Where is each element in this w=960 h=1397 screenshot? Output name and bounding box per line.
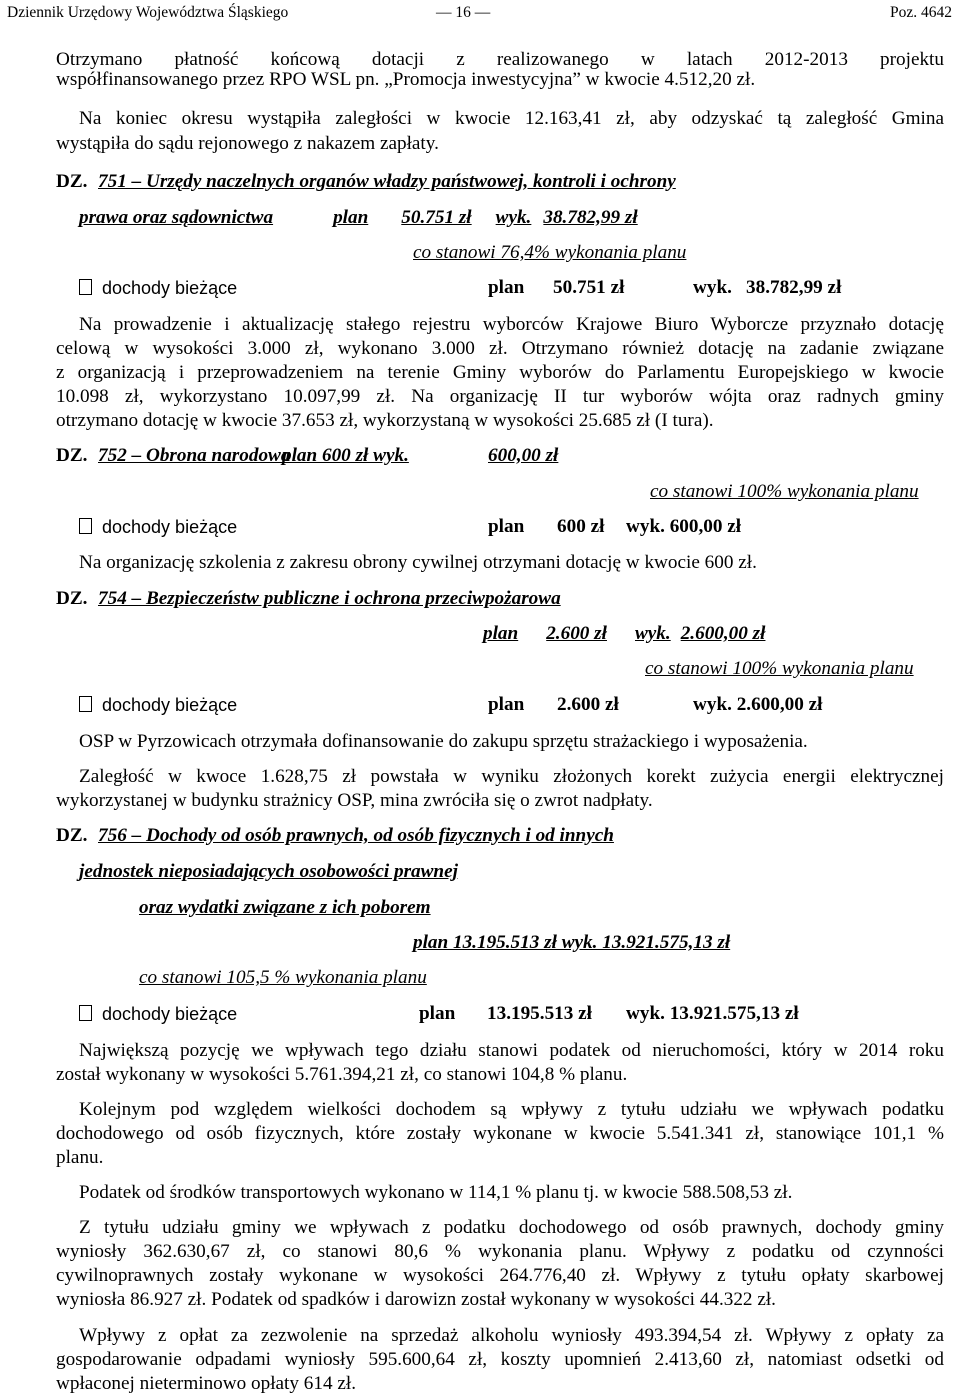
income-label: dochody bieżące [102, 1004, 238, 1024]
section-754-income-wyk: wyk. 2.600,00 zł [693, 694, 823, 715]
income-label: dochody bieżące [102, 517, 238, 537]
section-756-p2-line-1: Kolejnym pod względem wielkości dochodem są wpływy z tytułu udziału we wpływach podatku [79, 1099, 944, 1120]
section-754-wyk-label: wyk. [634, 623, 671, 644]
section-751-income-row [79, 276, 237, 300]
section-751-title-cont [79, 206, 638, 231]
section-756-prefix: DZ. [56, 825, 88, 846]
section-756-p5-line-2: gospodarowanie odpadami wyniosły 595.600,64 zł, koszty upomnień 2.413,60 zł, natomiast odsetki od [56, 1349, 944, 1370]
section-751-desc-line-1: Na prowadzenie i aktualizację stałego rejestru wyborców Krajowe Biuro Wyborcze przyznało dotację [79, 314, 944, 335]
section-751-desc-line-3: z organizacją i przeprowadzeniem na terenie Gminy wyborów do Parlamentu Europejskiego w kwocie [56, 362, 944, 383]
section-756-income-plan-label: plan [419, 1003, 456, 1024]
section-756-p1-line-1: Największą pozycję we wpływach tego działu stanowi podatek od nieruchomości, który w 2014 roku [79, 1040, 944, 1061]
checkbox-icon [79, 518, 92, 534]
section-751-desc-line-5: otrzymano dotację w kwocie 37.653 zł, wykorzystaną w wysokości 25.685 zł (I tura). [56, 410, 714, 431]
section-756-title-line-2: jednostek nieposiadających osobowości prawnej [79, 861, 458, 882]
section-751-plan-value: 50.751 zł [401, 207, 472, 228]
section-752-plan: plan 600 zł wyk. [282, 445, 409, 466]
section-751-income-plan: 50.751 zł [553, 277, 625, 298]
section-754-plan-row [483, 622, 765, 647]
section-754-percent: co stanowi 100% wykonania planu [645, 658, 914, 679]
income-label: dochody bieżące [102, 695, 238, 715]
section-756-percent: co stanowi 105,5 % wykonania planu [139, 967, 427, 988]
section-754-title: 754 – Bezpieczeństw publiczne i ochrona przeciwpożarowa [98, 588, 561, 609]
section-756-p4-line-2: wyniosły 362.630,67 zł, co stanowi 80,6 % wykonania planu. Wpływy z podatku od czynności [56, 1241, 944, 1262]
section-752-income-plan-label: plan [488, 516, 525, 537]
section-756-title-line-3: oraz wydatki związane z ich poborem [139, 897, 431, 918]
section-756-p5-line-3: wpłaconej nieterminowo opłaty 614 zł. [56, 1373, 356, 1394]
section-756-p1-line-2: został wykonany w wysokości 5.761.394,21 zł, co stanowi 104,8 % planu. [56, 1064, 628, 1085]
section-751-wyk-value: 38.782,99 zł [543, 207, 638, 228]
section-756-income-plan: 13.195.513 zł [487, 1003, 592, 1024]
section-754-income-plan: 2.600 zł [557, 694, 619, 715]
section-752-income-plan: 600 zł [557, 516, 605, 537]
section-756-income-row [79, 1002, 237, 1026]
income-label: dochody bieżące [102, 278, 238, 298]
section-751-wyk-label: wyk. [495, 207, 532, 228]
section-751-plan-label: plan [333, 207, 369, 228]
section-751-income-plan-label: plan [488, 277, 525, 298]
section-752-income-row [79, 515, 237, 539]
section-751-prefix: DZ. [56, 171, 88, 192]
section-752-income-wyk: wyk. 600,00 zł [626, 516, 742, 537]
section-756-p4-line-3: cywilnoprawnych zostały wykonane w wysokości 264.776,40 zł. Wpływy z tytułu opłaty skarbowej [56, 1265, 944, 1286]
intro-paragraph-1-line-1: Otrzymano płatność końcową dotacji z realizowanego w latach 2012-2013 projektu [56, 49, 944, 70]
section-751-title-line-2: prawa oraz sądownictwa [79, 207, 274, 228]
checkbox-icon [79, 1005, 92, 1021]
section-756-p4-line-4: wyniosła 86.927 zł. Podatek od spadków i darowizn został wykonany w wysokości 44.322 zł. [56, 1289, 776, 1310]
section-751-income-wyk: 38.782,99 zł [746, 277, 842, 298]
section-752-wyk: 600,00 zł [488, 445, 559, 466]
section-751-title: 751 – Urzędy naczelnych organów władzy państwowej, kontroli i ochrony [98, 171, 676, 192]
intro-paragraph-2-line-2: wystąpiła do sądu rejonowego z nakazem zapłaty. [56, 133, 439, 154]
section-751-income-wyk-label: wyk. [693, 277, 732, 298]
checkbox-icon [79, 279, 92, 295]
section-756-p2-line-2: dochodowego od osób fizycznych, które zostały wykonane w kwocie 5.541.341 zł, stanowiące 101,1 % [56, 1123, 944, 1144]
section-751-desc-line-4: 10.098 zł, wykorzystano 10.097,99 zł. Na organizację II tur wyborów wójta oraz radnych gminy [56, 386, 944, 407]
section-754-desc-2-line-1: Zaległość w kwoce 1.628,75 zł powstała w wyniku złożonych korekt zużycia energii elektrycznej [79, 766, 944, 787]
section-752-title: 752 – Obrona narodowa [98, 445, 291, 466]
section-756-p2-line-3: planu. [56, 1147, 104, 1168]
page-number: — 16 — [436, 4, 491, 21]
checkbox-icon [79, 696, 92, 712]
section-752-percent: co stanowi 100% wykonania planu [650, 481, 919, 502]
section-754-income-row [79, 693, 237, 717]
section-751-desc-line-2: celową w wysokości 3.000 zł, wykonano 3.000 zł. Otrzymano również dotację na zadanie związane [56, 338, 944, 359]
section-756-plan-line: plan 13.195.513 zł wyk. 13.921.575,13 zł [413, 932, 731, 953]
section-754-plan-label: plan [483, 623, 519, 644]
section-754-desc-2-line-2: wykorzystanej w budynku strażnicy OSP, mina zwróciła się o zwrot nadpłaty. [56, 790, 653, 811]
section-752-desc: Na organizację szkolenia z zakresu obrony cywilnej otrzymani dotację w kwocie 600 zł. [79, 552, 757, 573]
section-754-prefix: DZ. [56, 588, 88, 609]
journal-title: Dziennik Urzędowy Województwa Śląskiego [7, 4, 289, 21]
section-754-income-plan-label: plan [488, 694, 525, 715]
section-756-p5-line-1: Wpływy z opłat za zezwolenie na sprzedaż alkoholu wyniosły 493.394,54 zł. Wpływy z opłaty za [79, 1325, 944, 1346]
intro-paragraph-1-line-2: współfinansowanego przez RPO WSL pn. „Promocja inwestycyjna” w kwocie 4.512,20 zł. [56, 69, 756, 90]
section-751-percent: co stanowi 76,4% wykonania planu [413, 242, 687, 263]
intro-paragraph-2-line-1: Na koniec okresu wystąpiła zaległości w kwocie 12.163,41 zł, aby odzyskać tą zaległość Gmina [79, 108, 944, 129]
section-752-prefix: DZ. [56, 445, 88, 466]
section-756-p4-line-1: Z tytułu udziału gminy we wpływach z podatku dochodowego od osób prawnych, dochody gminy [79, 1217, 944, 1238]
section-754-wyk-value: 2.600,00 zł [680, 623, 766, 644]
section-754-plan-value: 2.600 zł [546, 623, 607, 644]
position-number: Poz. 4642 [890, 4, 952, 21]
section-756-p3: Podatek od środków transportowych wykonano w 114,1 % planu tj. w kwocie 588.508,53 zł. [79, 1182, 793, 1203]
section-756-title-line-1: 756 – Dochody od osób prawnych, od osób fizycznych i od innych [98, 825, 614, 846]
section-756-income-wyk: wyk. 13.921.575,13 zł [626, 1003, 799, 1024]
section-754-desc-1: OSP w Pyrzowicach otrzymała dofinansowanie do zakupu sprzętu strażackiego i wyposażenia. [79, 731, 808, 752]
